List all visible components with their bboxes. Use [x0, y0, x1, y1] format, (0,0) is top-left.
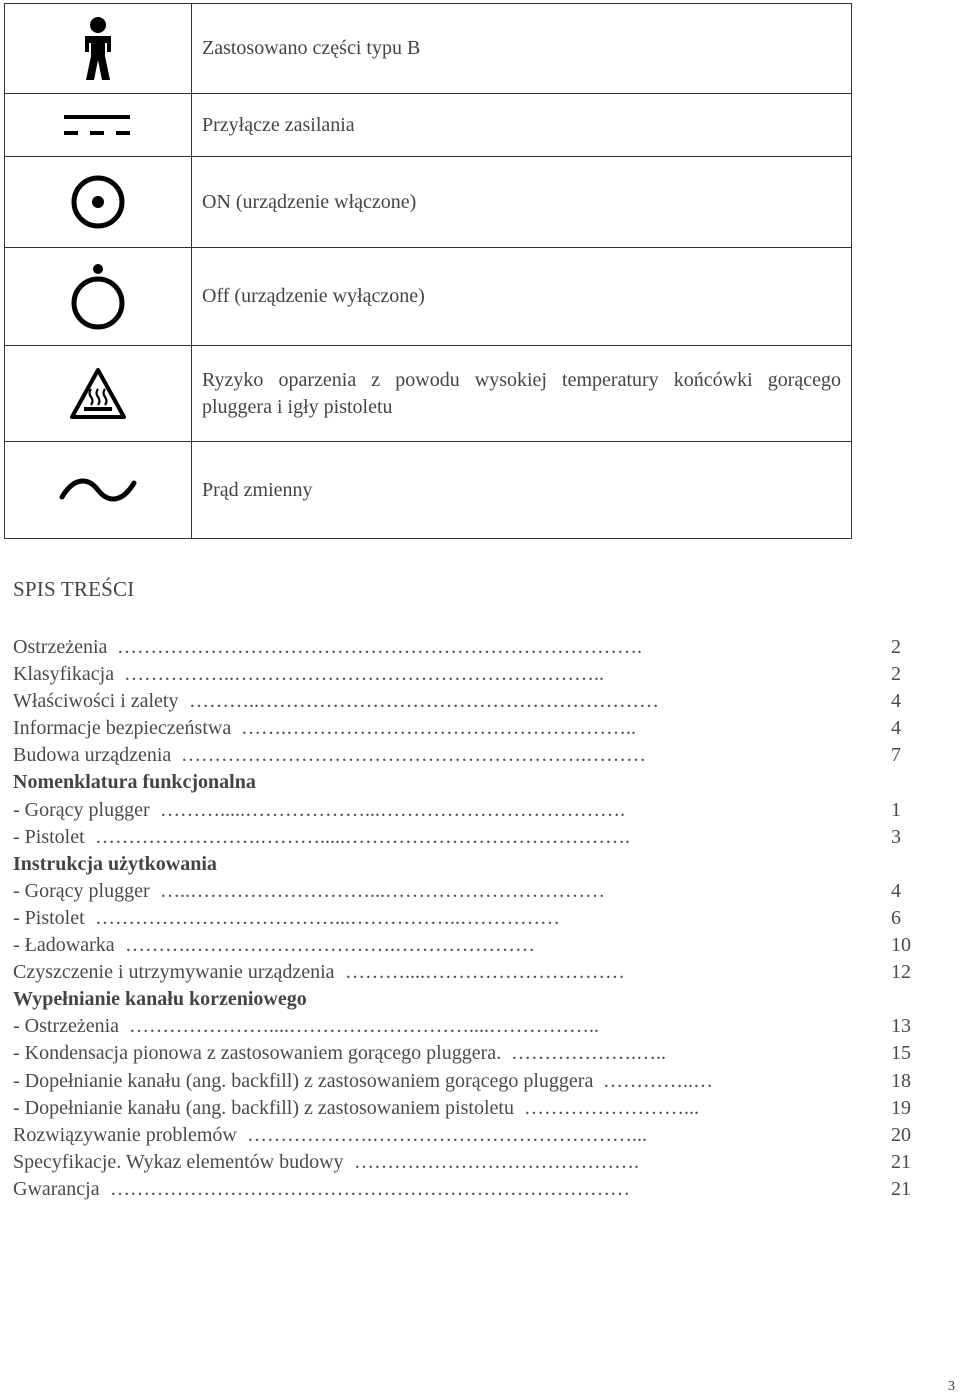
- toc-entry-leader: …………………….……….....…………………………………….: [95, 825, 630, 848]
- toc-entry-page: 7: [891, 744, 901, 767]
- toc-entry-label: - Dopełnianie kanału (ang. backfill) z zastosowaniem gorącego pluggera: [13, 1069, 594, 1092]
- power-on-icon: [68, 172, 128, 232]
- toc-entry-leader: …………………………………….: [354, 1150, 639, 1173]
- toc-entry-page: 4: [891, 690, 901, 713]
- toc-entry: [13, 905, 918, 932]
- toc-entry-label: - Pistolet: [13, 825, 85, 848]
- symbol-description: Ryzyko oparzenia z powodu wysokiej temperatury końcówki gorącego pluggera i igły pistoletu: [192, 346, 852, 442]
- toc-entry: [13, 824, 918, 851]
- toc-entry: [13, 1149, 918, 1176]
- symbol-cell: [5, 248, 192, 346]
- toc-entry-page: 2: [891, 636, 901, 658]
- toc-entry-label: - Kondensacja pionowa z zastosowaniem gorącego pluggera.: [13, 1042, 502, 1065]
- toc-entry-leader: ……….………………………….…………………: [125, 934, 535, 957]
- toc-entry-leader: ………..……………………………………………………: [189, 690, 659, 713]
- toc-entry-leader: ……………………...: [524, 1096, 699, 1119]
- toc-entry: [13, 1176, 918, 1203]
- toc-entry: [13, 1122, 918, 1149]
- symbol-description: ON (urządzenie włączone): [192, 157, 852, 248]
- symbol-row: [5, 346, 852, 442]
- toc-entry: [13, 715, 918, 742]
- toc-entry-label: - Ładowarka: [13, 934, 115, 957]
- toc-entry-leader: ……………….…..: [511, 1042, 666, 1065]
- symbol-cell: [5, 442, 192, 539]
- toc-entry-page: 19: [891, 1096, 911, 1119]
- symbol-description: Prąd zmienny: [192, 442, 852, 539]
- toc-entry-page: 18: [891, 1069, 911, 1092]
- toc-entry-leader: ………………………………...……………..……………: [95, 906, 560, 929]
- toc-entry-label: Ostrzeżenia: [13, 636, 108, 658]
- toc-entry-page: 3: [891, 825, 901, 848]
- toc-entry: [13, 661, 918, 688]
- toc-entry-page: 21: [891, 1150, 911, 1173]
- page-number: 3: [948, 1379, 955, 1394]
- toc-entry-label: Instrukcja użytkowania: [13, 852, 217, 875]
- toc-entry-leader: …………………………………………………………………….: [117, 636, 642, 658]
- toc-entry: [13, 1013, 918, 1040]
- toc-entry-label: Budowa urządzenia: [13, 744, 172, 767]
- toc-entry-label: Właściwości i zalety: [13, 690, 179, 713]
- symbol-row: [5, 94, 852, 157]
- toc-entry-leader: …………..…: [603, 1069, 713, 1092]
- toc-entry: [13, 932, 918, 959]
- symbol-cell: [5, 94, 192, 157]
- toc-entry-page: 10: [891, 934, 911, 957]
- toc-entry-leader: ……………..………………………………………………..: [124, 663, 604, 686]
- alternating-current-icon: [58, 475, 138, 505]
- toc-entry-label: - Pistolet: [13, 906, 85, 929]
- toc-entry-label: Informacje bezpieczeństwa: [13, 717, 232, 740]
- symbol-cell: [5, 346, 192, 442]
- symbol-description: Zastosowano części typu B: [192, 4, 852, 94]
- symbol-description: Off (urządzenie wyłączone): [192, 248, 852, 346]
- toc-entry-leader: ………....…………………………: [345, 961, 625, 984]
- toc-entry-page: 1: [891, 798, 901, 821]
- toc-entry-leader: ……………….…………………………………...: [247, 1123, 647, 1146]
- symbol-row: [5, 442, 852, 539]
- symbol-cell: [5, 157, 192, 248]
- toc-entry: [13, 1040, 918, 1067]
- toc-entry-leader: …………………………………………………….………: [181, 744, 646, 767]
- toc-entry-leader: …….……………………………………………..: [241, 717, 636, 740]
- toc-entry: [13, 878, 918, 905]
- toc-entry: [13, 1068, 918, 1095]
- toc-entry-page: 4: [891, 717, 901, 740]
- symbols-table: [4, 3, 852, 539]
- toc-title: SPIS TREŚCI: [13, 577, 135, 601]
- toc-entry-page: 2: [891, 663, 901, 686]
- toc-section-heading: [13, 851, 918, 878]
- toc-entry-page: 4: [891, 879, 901, 902]
- toc-entry-label: - Dopełnianie kanału (ang. backfill) z zastosowaniem pistoletu: [13, 1096, 514, 1119]
- toc-entry-label: Rozwiązywanie problemów: [13, 1123, 237, 1146]
- toc-entry-label: Wypełnianie kanału korzeniowego: [13, 988, 307, 1011]
- toc-entry-label: - Gorący plugger: [13, 879, 150, 902]
- toc-section-heading: [13, 769, 918, 796]
- toc-entry-page: 13: [891, 1015, 911, 1038]
- toc-entry-leader: …………………....………………………....……………..: [129, 1015, 599, 1038]
- toc-entry-page: 20: [891, 1123, 911, 1146]
- toc-entry-label: Nomenklatura funkcjonalna: [13, 771, 256, 794]
- person-type-b-icon: [69, 16, 127, 82]
- table-of-contents: [13, 634, 918, 1203]
- symbol-row: [5, 248, 852, 346]
- toc-entry: [13, 688, 918, 715]
- power-off-icon: [68, 262, 128, 332]
- toc-entry-label: - Gorący plugger: [13, 798, 150, 821]
- toc-entry-leader: ……………………………………………………………………: [110, 1177, 630, 1200]
- dc-power-icon: [62, 113, 134, 137]
- toc-entry-label: Klasyfikacja: [13, 663, 115, 686]
- toc-section-heading: [13, 986, 918, 1013]
- toc-entry-label: - Ostrzeżenia: [13, 1015, 120, 1038]
- toc-entry: [13, 959, 918, 986]
- symbol-row: [5, 4, 852, 94]
- toc-entry: [13, 742, 918, 769]
- toc-entry-label: Gwarancja: [13, 1177, 100, 1200]
- toc-entry: [13, 1095, 918, 1122]
- toc-entry-page: 12: [891, 961, 911, 984]
- toc-entry-leader: ……….....………………...……………………………….: [160, 798, 625, 821]
- toc-entry-page: 15: [891, 1042, 911, 1065]
- toc-entry-leader: …..………………………...……………………………: [160, 879, 605, 902]
- symbol-description: Przyłącze zasilania: [192, 94, 852, 157]
- toc-entry-label: Czyszczenie i utrzymywanie urządzenia: [13, 961, 335, 984]
- symbol-cell: [5, 4, 192, 94]
- symbol-row: [5, 157, 852, 248]
- toc-entry: [13, 634, 918, 661]
- toc-entry-page: 6: [891, 906, 901, 929]
- toc-entry-page: 21: [891, 1177, 911, 1200]
- hot-surface-warning-icon: [69, 367, 127, 421]
- toc-entry-label: Specyfikacje. Wykaz elementów budowy: [13, 1150, 344, 1173]
- toc-entry: [13, 797, 918, 824]
